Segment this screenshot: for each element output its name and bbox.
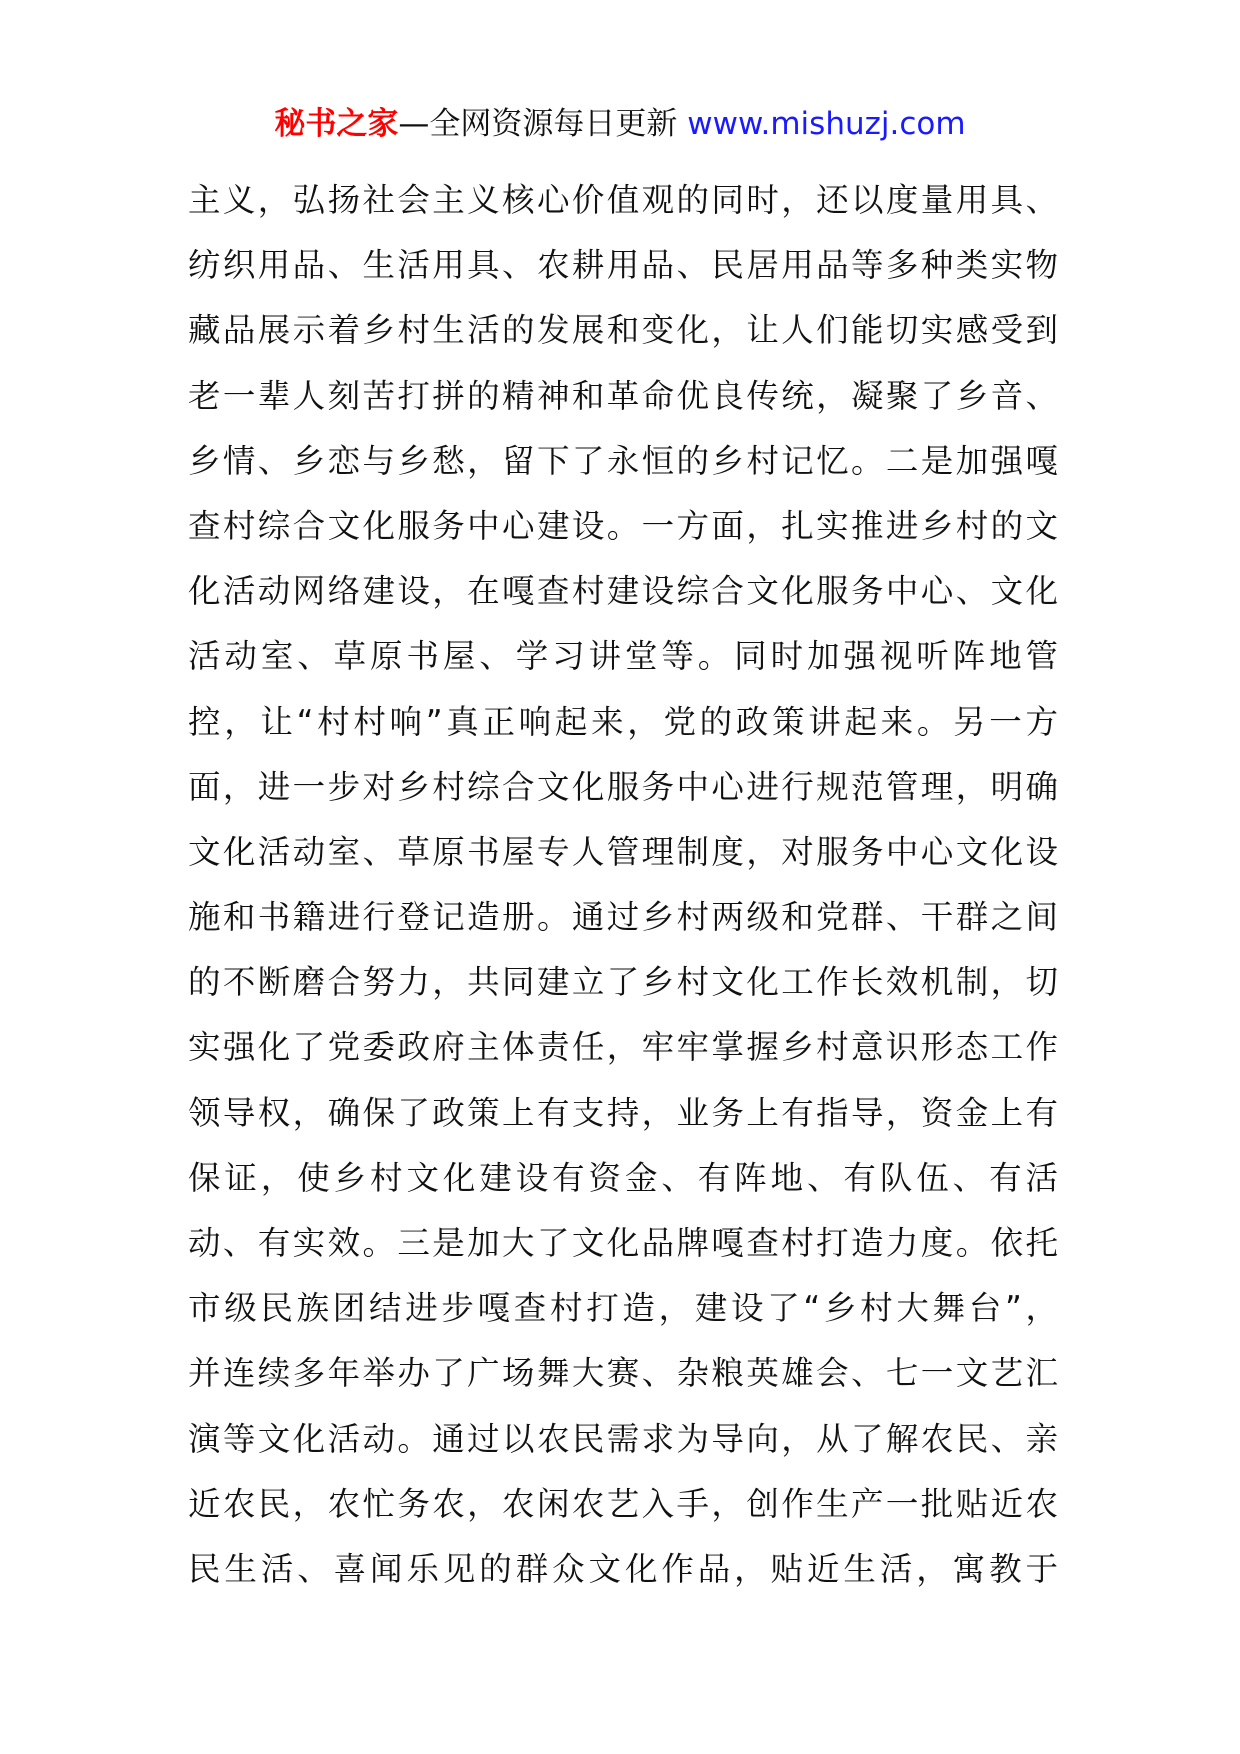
text-line: 民生活、喜闻乐见的群众文化作品，贴近生活，寓教于 [188,1549,1058,1588]
text-line: 动、有实效。三是加大了文化品牌嘎查村打造力度。依托 [188,1224,1058,1262]
website-url[interactable]: www.mishuzj.com [687,106,966,142]
text-line: 近农民，农忙务农，农闲农艺入手，创作生产一批贴近农 [188,1484,1058,1523]
text-line: 文化活动室、草原书屋专人管理制度，对服务中心文化设 [188,832,1058,871]
page-header [0,100,1240,148]
text-line: 市级民族团结进步嘎查村打造，建设了“乡村大舞台”， [188,1289,1058,1328]
text-line: 查村综合文化服务中心建设。一方面，扎实推进乡村的文 [188,506,1058,545]
text-line: 领导权，确保了政策上有支持，业务上有指导，资金上有 [188,1093,1058,1132]
text-line: 老一辈人刻苦打拼的精神和革命优良传统，凝聚了乡音、 [188,376,1058,415]
text-line: 乡情、乡恋与乡愁，留下了永恒的乡村记忆。二是加强嘎 [188,441,1058,480]
text-line: 化活动网络建设，在嘎查村建设综合文化服务中心、文化 [188,572,1058,611]
text-line: 面，进一步对乡村综合文化服务中心进行规范管理，明确 [188,767,1058,806]
text-line: 控，让“村村响”真正响起来，党的政策讲起来。另一方 [188,702,1058,741]
text-line: 活动室、草原书屋、学习讲堂等。同时加强视听阵地管 [188,637,1058,676]
body-paragraph [188,168,1058,1602]
text-line: 并连续多年举办了广场舞大赛、杂粮英雄会、七一文艺汇 [188,1354,1058,1393]
header-tagline: —全网资源每日更新 [398,106,678,142]
text-line: 保证，使乡村文化建设有资金、有阵地、有队伍、有活 [188,1158,1058,1197]
brand-name: 秘书之家 [274,106,399,142]
text-line: 藏品展示着乡村生活的发展和变化，让人们能切实感受到 [188,311,1058,350]
text-line: 演等文化活动。通过以农民需求为导向，从了解农民、亲 [188,1419,1058,1458]
text-line: 施和书籍进行登记造册。通过乡村两级和党群、干群之间 [188,898,1058,937]
text-line: 的不断磨合努力，共同建立了乡村文化工作长效机制，切 [188,963,1058,1002]
text-line: 实强化了党委政府主体责任，牢牢掌握乡村意识形态工作 [188,1028,1058,1067]
text-line: 纺织用品、生活用具、农耕用品、民居用品等多种类实物 [188,246,1058,285]
text-line: 主义，弘扬社会主义核心价值观的同时，还以度量用具、 [188,181,1058,219]
